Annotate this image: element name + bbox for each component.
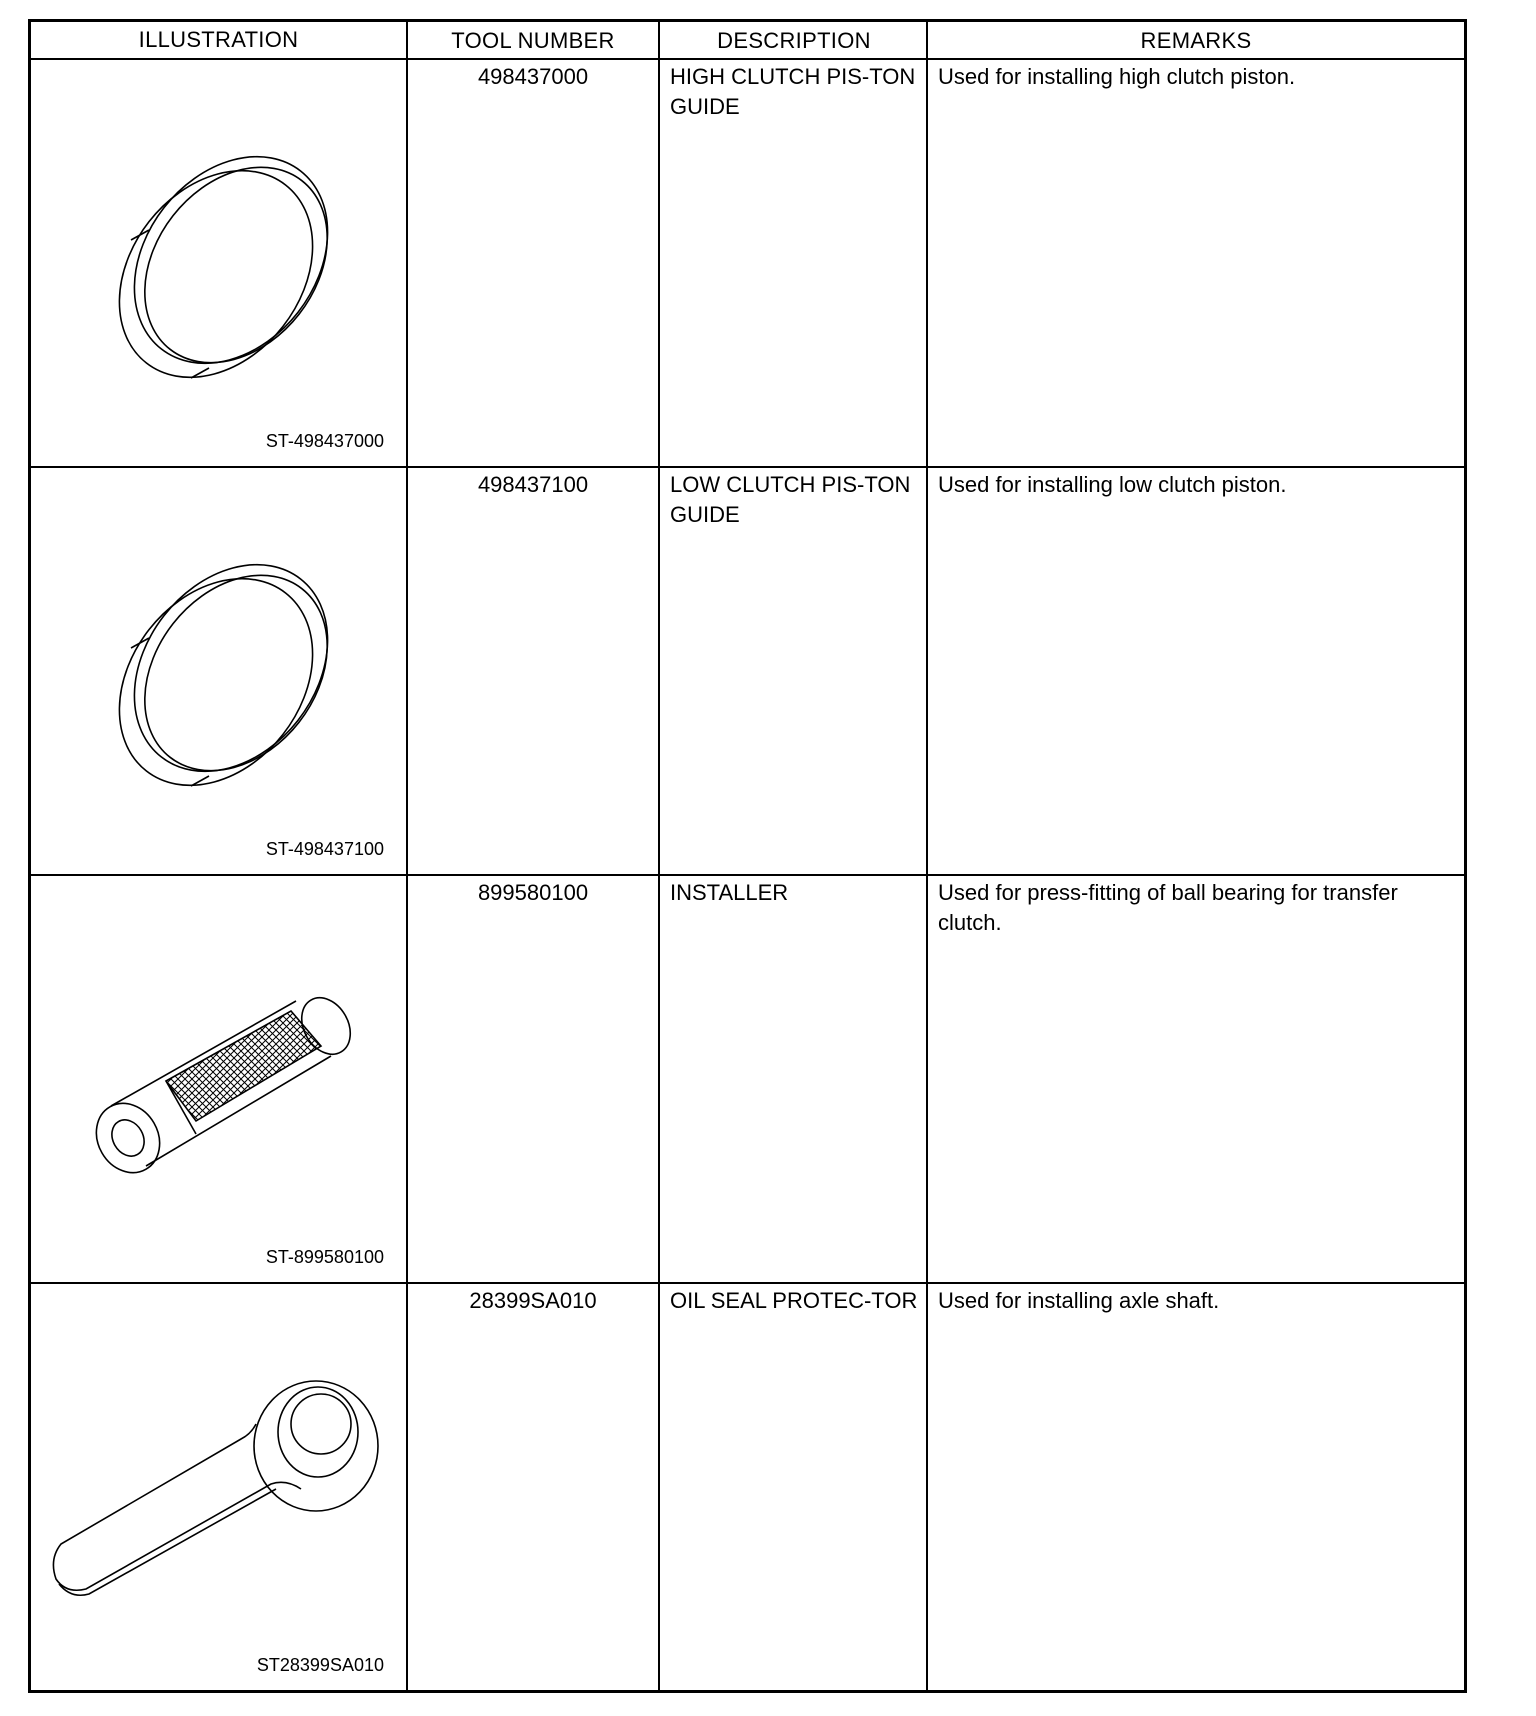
- installer-icon: [31, 876, 406, 1280]
- special-tools-table: [28, 19, 1467, 1693]
- description: INSTALLER: [659, 875, 927, 1283]
- remarks: Used for installing axle shaft.: [927, 1283, 1466, 1692]
- header-remarks: REMARKS: [927, 21, 1466, 60]
- tool-number: 498437100: [407, 467, 659, 875]
- ring-guide-icon: [31, 468, 406, 872]
- remarks: Used for installing high clutch piston.: [927, 59, 1466, 467]
- illustration-cell: [30, 1283, 408, 1692]
- remarks: Used for installing low clutch piston.: [927, 467, 1466, 875]
- ring-guide-icon: [31, 60, 406, 464]
- oil-seal-protector-icon: [31, 1284, 406, 1688]
- tool-number: 28399SA010: [407, 1283, 659, 1692]
- table-row: [30, 875, 1466, 1283]
- illustration-code: ST28399SA010: [256, 1655, 384, 1675]
- remarks: Used for press-fitting of ball bearing for transfer clutch.: [927, 875, 1466, 1283]
- illustration-cell: [30, 467, 408, 875]
- illustration-cell: [30, 59, 408, 467]
- header-description: DESCRIPTION: [659, 21, 927, 60]
- tool-number: 498437000: [407, 59, 659, 467]
- header-tool-number: TOOL NUMBER: [407, 21, 659, 60]
- illustration-cell: [30, 875, 408, 1283]
- table-row: [30, 59, 1466, 467]
- table-row: [30, 1283, 1466, 1692]
- tool-number: 899580100: [407, 875, 659, 1283]
- header-row: [30, 21, 1466, 60]
- description: LOW CLUTCH PIS-TON GUIDE: [659, 467, 927, 875]
- table-row: [30, 467, 1466, 875]
- description: OIL SEAL PROTEC-TOR: [659, 1283, 927, 1692]
- description: HIGH CLUTCH PIS-TON GUIDE: [659, 59, 927, 467]
- header-illustration: ILLUSTRATION: [30, 21, 408, 60]
- illustration-code: ST-498437100: [265, 839, 384, 859]
- illustration-code: ST-899580100: [265, 1247, 384, 1267]
- illustration-code: ST-498437000: [265, 431, 384, 451]
